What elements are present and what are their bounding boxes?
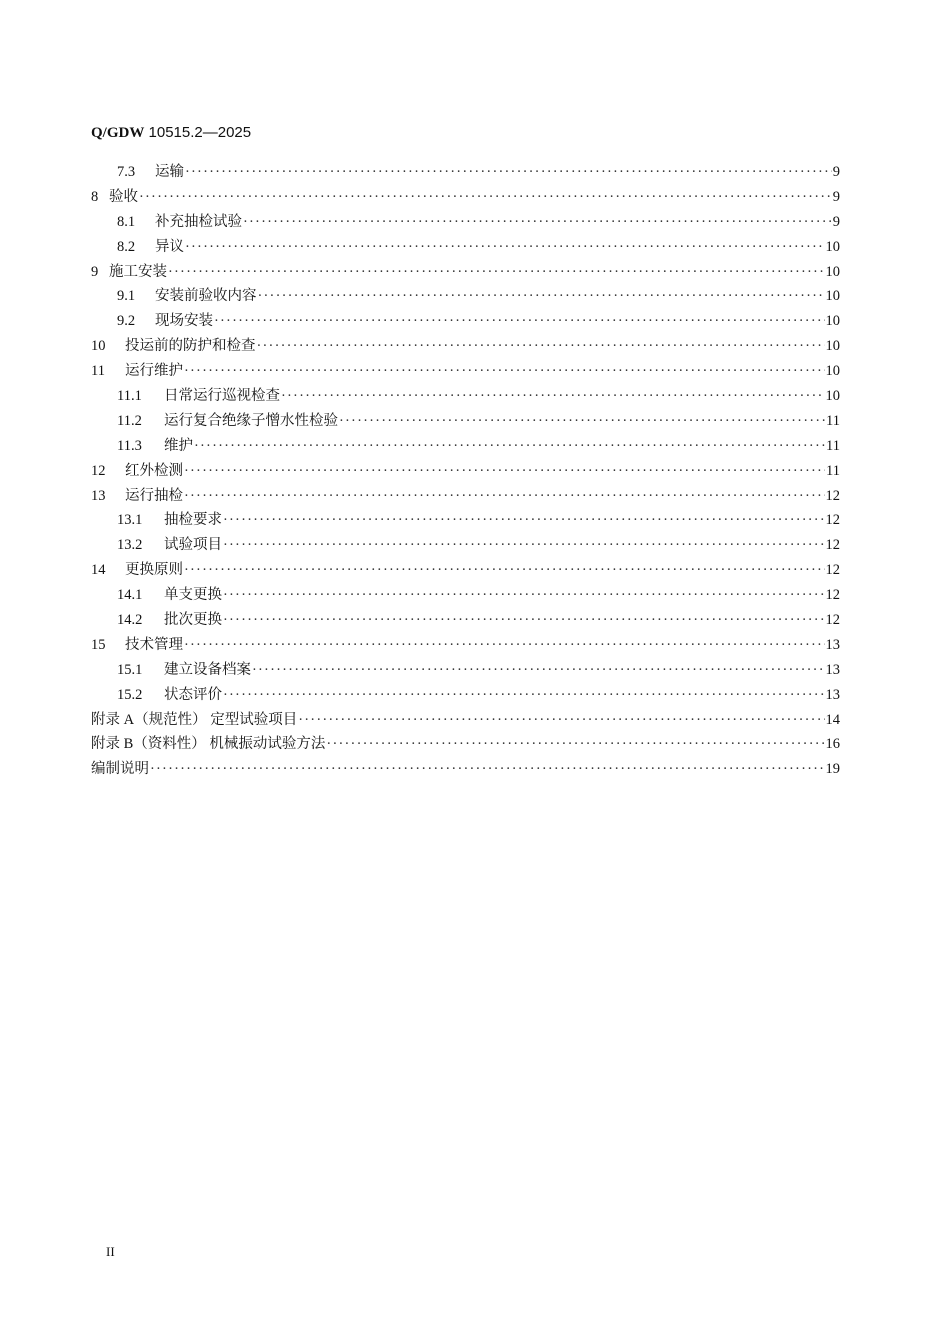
toc-entry-number: 10 <box>91 338 106 355</box>
toc-entry-title: 运行抽检 <box>125 487 183 504</box>
toc-entry-page: 9 <box>832 213 840 230</box>
toc-entry-title: 附录 B（资料性） 机械振动试验方法 <box>91 736 326 753</box>
toc-entry-number: 8 <box>91 188 99 205</box>
toc-entry-page: 10 <box>825 263 840 280</box>
dot-leader <box>214 309 825 334</box>
toc-entry-page: 12 <box>825 587 840 604</box>
toc-entry[interactable] <box>91 683 840 708</box>
toc-entry[interactable] <box>91 732 840 757</box>
toc-entry-page: 11 <box>826 412 840 429</box>
toc-entry-page: 16 <box>825 736 840 753</box>
toc-entry[interactable] <box>91 484 840 509</box>
toc-entry-title: 运行维护 <box>125 363 183 380</box>
document-code-header <box>91 124 251 142</box>
toc-entry-number: 8.1 <box>117 213 136 230</box>
toc-entry[interactable] <box>91 708 840 733</box>
dot-leader <box>258 284 825 309</box>
toc-entry-number: 14.2 <box>117 612 143 629</box>
toc-entry[interactable] <box>91 235 840 260</box>
dot-leader <box>185 160 832 185</box>
dot-leader <box>223 508 825 533</box>
toc-entry-number: 9 <box>91 263 99 280</box>
toc-entry-title: 单支更换 <box>164 587 222 604</box>
dot-leader <box>298 708 824 733</box>
toc-entry[interactable] <box>91 309 840 334</box>
toc-entry-title: 抽检要求 <box>164 512 222 529</box>
dot-leader <box>184 459 825 484</box>
toc-entry-page: 13 <box>825 661 840 678</box>
standard-number: 10515.2—2025 <box>144 124 252 141</box>
toc-entry-page: 11 <box>826 462 840 479</box>
toc-entry[interactable] <box>91 260 840 285</box>
toc-entry-number: 13.2 <box>117 537 143 554</box>
toc-entry-title: 更换原则 <box>125 562 183 579</box>
toc-entry[interactable] <box>91 608 840 633</box>
toc-entry-page: 9 <box>832 164 840 180</box>
toc-entry-page: 10 <box>825 338 840 355</box>
toc-entry-page: 12 <box>825 512 840 529</box>
toc-entry-title: 红外检测 <box>125 462 183 479</box>
toc-entry-title: 日常运行巡视检查 <box>164 388 280 405</box>
toc-entry-page: 11 <box>826 437 840 454</box>
toc-entry-page: 12 <box>825 537 840 554</box>
standard-prefix: Q/GDW <box>91 125 145 141</box>
dot-leader <box>223 533 825 558</box>
dot-leader <box>194 434 825 459</box>
dot-leader <box>150 757 825 782</box>
dot-leader <box>185 235 825 260</box>
toc-entry-number: 15 <box>91 636 106 653</box>
dot-leader <box>168 260 825 285</box>
toc-entry-page: 10 <box>825 238 840 255</box>
dot-leader <box>223 583 825 608</box>
toc-entry[interactable] <box>91 185 840 210</box>
dot-leader <box>339 409 825 434</box>
dot-leader <box>281 384 825 409</box>
toc-entry-number: 7.3 <box>117 164 136 180</box>
toc-entry-title: 补充抽检试验 <box>155 213 242 230</box>
toc-entry-title: 投运前的防护和检查 <box>125 338 256 355</box>
dot-leader <box>252 658 825 683</box>
toc-entry-title: 试验项目 <box>164 537 222 554</box>
toc-entry-number: 13.1 <box>117 512 143 529</box>
toc-entry-page: 13 <box>825 636 840 653</box>
toc-entry-page: 10 <box>825 363 840 380</box>
toc-entry-page: 19 <box>825 761 840 778</box>
toc-entry-number: 14 <box>91 562 106 579</box>
toc-entry-title: 运行复合绝缘子憎水性检验 <box>164 412 338 429</box>
toc-entry[interactable] <box>91 558 840 583</box>
toc-entry-page: 12 <box>825 487 840 504</box>
dot-leader <box>223 683 825 708</box>
toc-entry[interactable] <box>91 409 840 434</box>
dot-leader <box>184 633 825 658</box>
toc-entry[interactable] <box>91 533 840 558</box>
dot-leader <box>184 359 825 384</box>
toc-entry[interactable] <box>91 384 840 409</box>
toc-entry-title: 附录 A（规范性） 定型试验项目 <box>91 711 298 728</box>
dot-leader <box>326 732 824 757</box>
toc-entry-title: 状态评价 <box>164 686 222 703</box>
toc-entry[interactable] <box>91 658 840 683</box>
dot-leader <box>184 484 825 509</box>
toc-entry-page: 10 <box>825 313 840 330</box>
toc-entry[interactable] <box>91 508 840 533</box>
toc-entry[interactable] <box>91 359 840 384</box>
toc-entry[interactable] <box>91 757 840 782</box>
toc-entry-number: 11.3 <box>117 437 142 454</box>
toc-entry[interactable] <box>91 284 840 309</box>
toc-entry-title: 技术管理 <box>125 636 183 653</box>
toc-entry-number: 13 <box>91 487 106 504</box>
dot-leader <box>184 558 825 583</box>
toc-entry-number: 15.1 <box>117 661 143 678</box>
toc-entry-number: 15.2 <box>117 686 143 703</box>
toc-entry-number: 12 <box>91 462 106 479</box>
toc-entry-number: 11.1 <box>117 388 142 405</box>
toc-entry[interactable] <box>91 334 840 359</box>
toc-entry-page: 14 <box>825 711 840 728</box>
page-number: II <box>106 1244 115 1259</box>
toc-entry[interactable] <box>91 210 840 235</box>
dot-leader <box>257 334 825 359</box>
toc-entry-number: 14.1 <box>117 587 143 604</box>
toc-entry-page: 13 <box>825 686 840 703</box>
toc-entry-number: 11.2 <box>117 412 142 429</box>
toc-entry-number: 9.1 <box>117 288 136 305</box>
toc-entry-number: 8.2 <box>117 238 136 255</box>
toc-entry-page: 10 <box>825 288 840 305</box>
toc-entry-number: 11 <box>91 363 105 380</box>
toc-entry[interactable] <box>91 459 840 484</box>
toc-entry[interactable] <box>91 160 840 185</box>
toc-entry-title: 批次更换 <box>164 612 222 629</box>
toc-entry-title: 异议 <box>155 238 184 255</box>
table-of-contents <box>91 160 840 782</box>
dot-leader <box>223 608 825 633</box>
toc-entry-page: 12 <box>825 562 840 579</box>
toc-entry-title: 施工安装 <box>109 263 167 280</box>
toc-entry[interactable] <box>91 434 840 459</box>
toc-entry-title: 安装前验收内容 <box>155 288 257 305</box>
toc-entry-page: 10 <box>825 388 840 405</box>
toc-entry-title: 运输 <box>155 164 184 180</box>
toc-entry-title: 编制说明 <box>91 761 149 778</box>
toc-entry-title: 建立设备档案 <box>164 661 251 678</box>
dot-leader <box>243 210 832 235</box>
toc-entry-page: 9 <box>832 188 840 205</box>
toc-entry-page: 12 <box>825 612 840 629</box>
toc-entry[interactable] <box>91 633 840 658</box>
toc-entry-title: 验收 <box>109 188 138 205</box>
toc-entry-title: 维护 <box>164 437 193 454</box>
dot-leader <box>139 185 832 210</box>
toc-entry-title: 现场安装 <box>155 313 213 330</box>
toc-entry-number: 9.2 <box>117 313 136 330</box>
toc-entry[interactable] <box>91 583 840 608</box>
